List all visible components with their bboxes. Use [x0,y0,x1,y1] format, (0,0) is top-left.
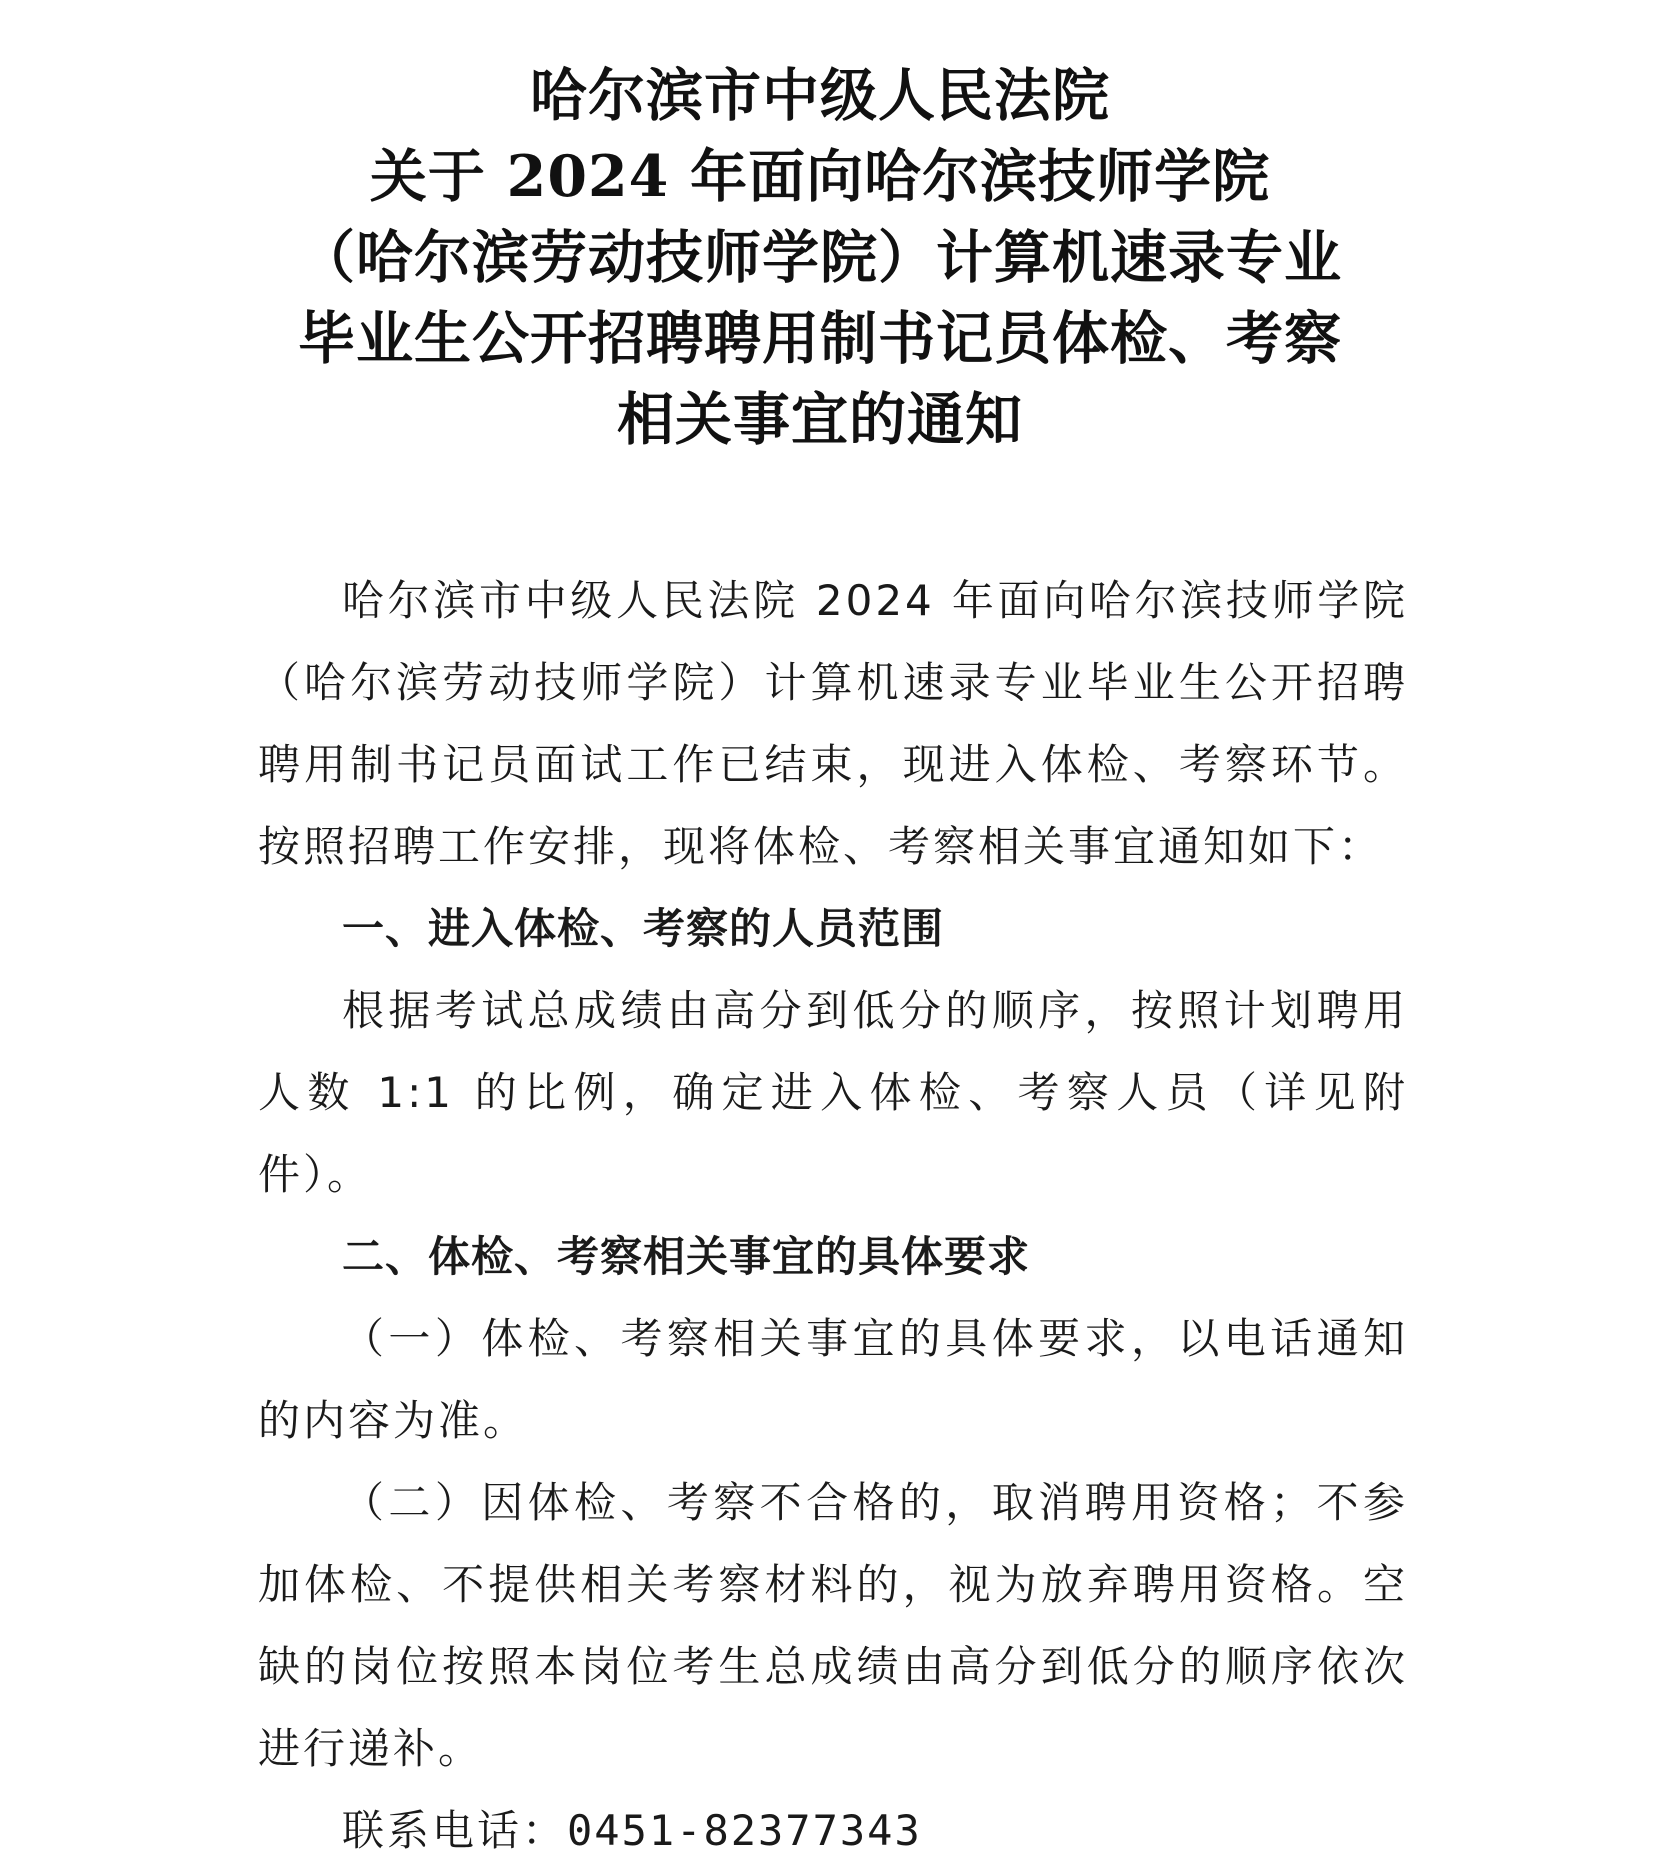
title-line-5: 相关事宜的通知 [617,386,1023,453]
document-title [200,55,1440,460]
contact-line [258,1790,1408,1872]
title-line-1: 哈尔滨市中级人民法院 [530,62,1110,129]
section-2-item-1: （一）体检、考察相关事宜的具体要求，以电话通知的内容为准。 [258,1314,1408,1445]
section-2-item-2: （二）因体检、考察不合格的，取消聘用资格；不参加体检、不提供相关考察材料的，视为放弃聘用资格。空缺的岗位按照本岗位考生总成绩由高分到低分的顺序依次进行递补。 [258,1478,1408,1773]
contact-label: 联系电话： [342,1806,568,1855]
section-1-text: 根据考试总成绩由高分到低分的顺序，按照计划聘用人数 1:1 的比例，确定进入体检、考察人员（详见附件）。 [258,986,1408,1199]
document-body [258,560,1408,1872]
section-1-heading: 一、进入体检、考察的人员范围 [342,904,945,953]
title-line-3: （哈尔滨劳动技师学院）计算机速录专业 [298,224,1342,291]
title-line-2: 关于 2024 年面向哈尔滨技师学院 [369,143,1271,210]
contact-phone: 0451-82377343 [567,1806,922,1855]
intro-paragraph: 哈尔滨市中级人民法院 2024 年面向哈尔滨技师学院（哈尔滨劳动技师学院）计算机速录专业毕业生公开招聘聘用制书记员面试工作已结束，现进入体检、考察环节。按照招聘工作安排，现将体检、考察相关事宜通知如下： [258,576,1408,871]
title-line-4: 毕业生公开招聘聘用制书记员体检、考察 [298,305,1342,372]
section-2-heading: 二、体检、考察相关事宜的具体要求 [342,1232,1031,1281]
